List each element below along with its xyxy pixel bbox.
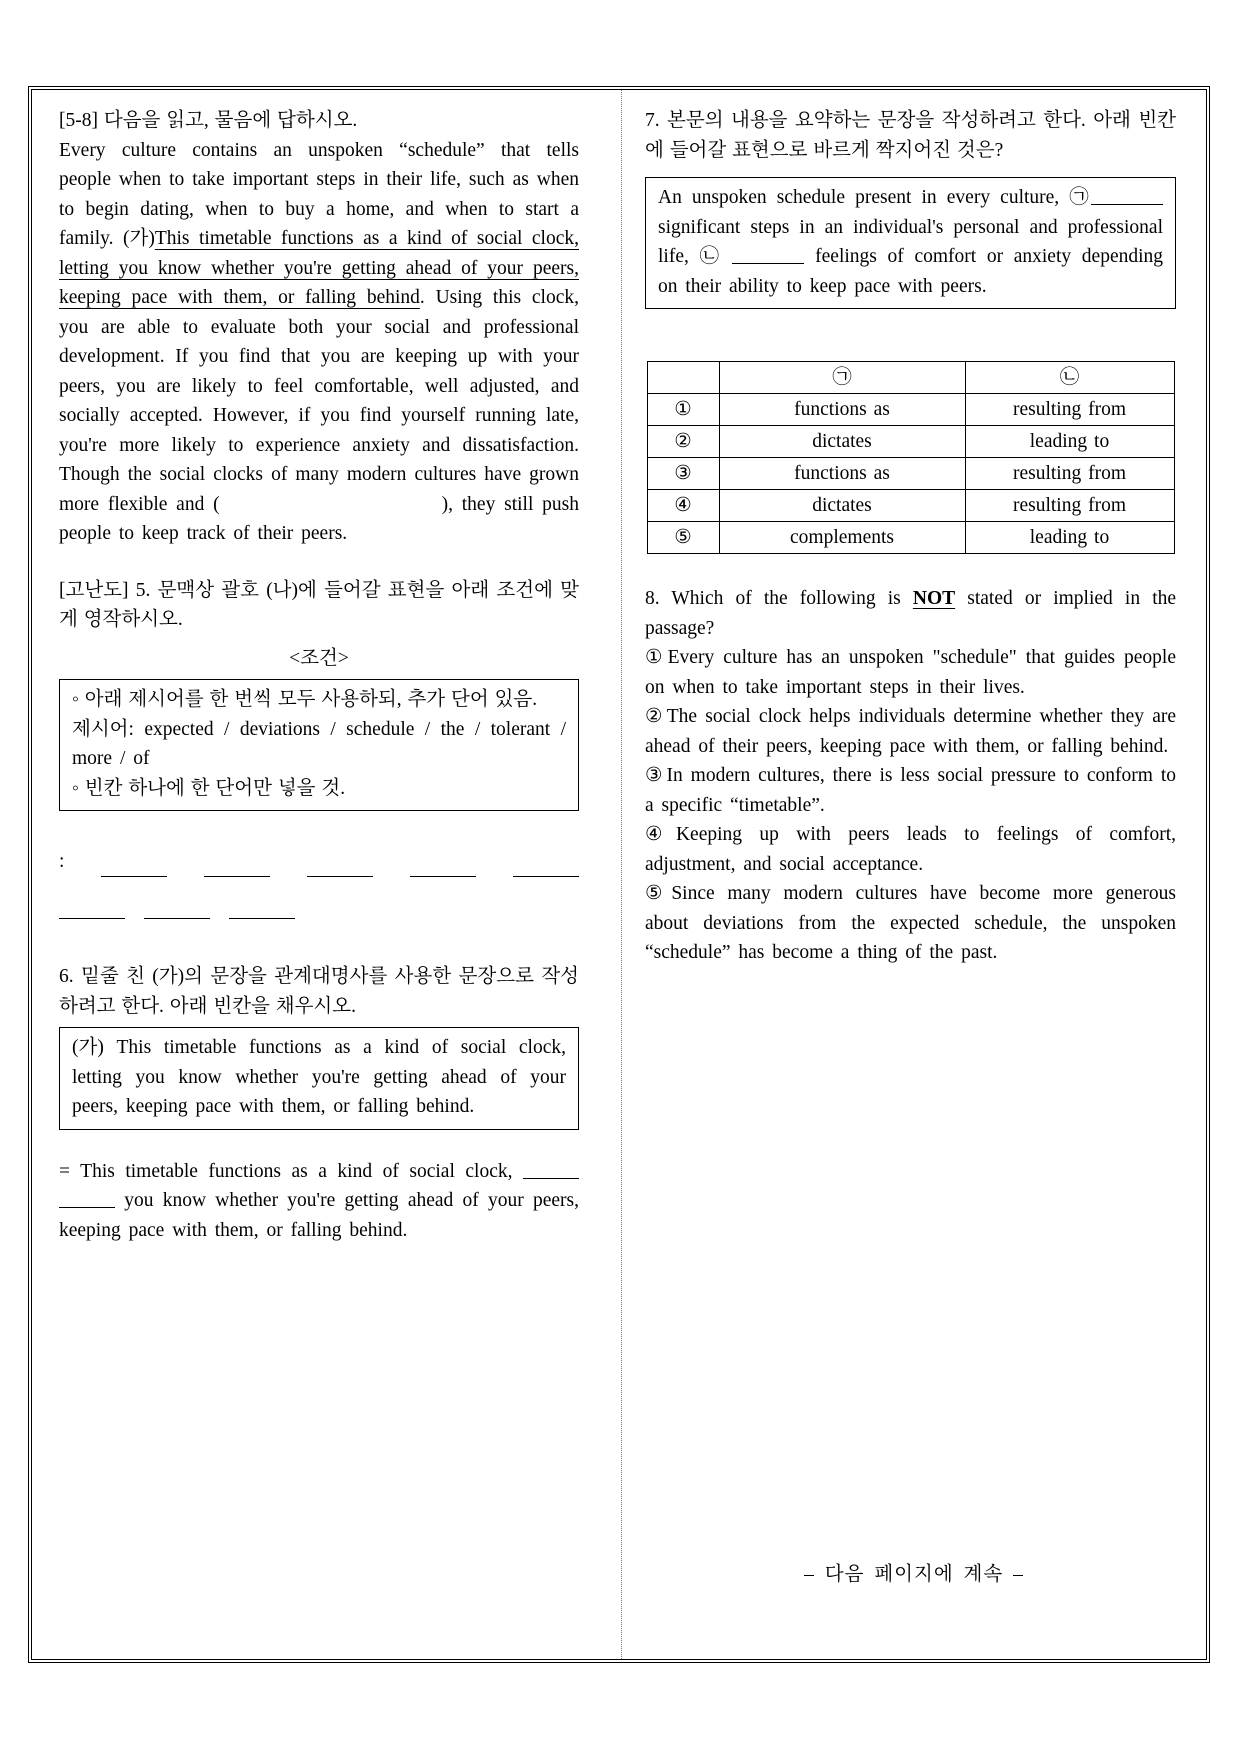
question-6-source-text: (가) This timetable functions as a kind of social clock, letting you know whether you're getting ahead of your peers, keeping pace with them, or falling behind. [72, 1037, 566, 1117]
option-number: ① [645, 647, 664, 668]
condition-line-3: ◦ 빈칸 하나에 한 단어만 넣을 것. [72, 777, 346, 799]
condition-box [59, 679, 579, 811]
answer-blank [307, 859, 373, 877]
table-header-a: ㉠ [719, 362, 965, 394]
option-text: Since many modern cultures have become more generous about deviations from the expected schedule, the unspoken “schedule” has become a thing of the past. [645, 883, 1177, 963]
option-text: In modern cultures, there is less social pressure to conform to a specific “timetable”. [645, 765, 1177, 816]
rewrite-post: you know whether you're getting ahead of your peers, keeping pace with them, or falling behind. [59, 1190, 579, 1241]
choice-b: leading to [965, 522, 1174, 554]
choice-a: functions as [719, 394, 965, 426]
option-number: ② [645, 706, 663, 727]
choice-a: functions as [719, 458, 965, 490]
summary-blank-2 [732, 246, 804, 264]
choice-number: ② [647, 426, 719, 458]
table-row [647, 394, 1174, 426]
table-row [647, 490, 1174, 522]
q8-option-2 [645, 702, 1176, 761]
choice-number: ⑤ [647, 522, 719, 554]
left-column [32, 90, 621, 1659]
passage-underlined-sentence: This timetable functions as a kind of social clock, letting you know whether you're getting ahead of your peers, keeping pace with them, or falling behind [59, 228, 579, 308]
passage-mid: . Using this clock, you are able to evaluate both your social and professional development. If you find that you are keeping up with your peers, you are likely to feel comfortable, well adjusted, and socially accepted. However, if you find yourself running late, you're more likely to experience anxiety and dissatisfaction. Though the social clocks of many modern cultures have grown more flexible and ( [59, 287, 579, 515]
table-row [647, 522, 1174, 554]
choice-a: dictates [719, 490, 965, 522]
answer-blank [410, 859, 476, 877]
answer-blank [513, 859, 579, 877]
answer-choice-table [647, 361, 1175, 554]
passage-post: ), they still push people to keep track of their peers. [59, 493, 579, 544]
question-6-prompt: 6. 밑줄 친 (가)의 문장을 관계대명사를 사용한 문장으로 작성하려고 한다. 아래 빈칸을 채우시오. [59, 966, 579, 1017]
choice-b: resulting from [965, 394, 1174, 426]
option-text: Every culture has an unspoken "schedule" that guides people on when to take important steps in their lives. [645, 647, 1176, 698]
answer-prefix: : [59, 851, 65, 872]
q8-option-4 [645, 820, 1176, 879]
choice-b: resulting from [965, 490, 1174, 522]
option-number: ④ [645, 824, 672, 845]
option-text: Keeping up with peers leads to feelings of comfort, adjustment, and social acceptance. [645, 824, 1176, 875]
option-text: The social clock helps individuals determine whether they are ahead of their peers, keeping pace with them, or falling behind. [645, 706, 1176, 757]
summary-text [658, 183, 1163, 301]
choice-number: ④ [647, 490, 719, 522]
ga-label: (가) [123, 228, 155, 249]
rewrite-pre: = This timetable functions as a kind of social clock, [59, 1160, 513, 1182]
passage-paren-blank [220, 508, 442, 510]
q8-option-1 [645, 643, 1176, 702]
question-8 [645, 584, 1176, 968]
question-7-prompt: 7. 본문의 내용을 요약하는 문장을 작성하려고 한다. 아래 빈칸에 들어갈 표현으로 바르게 짝지어진 것은? [645, 110, 1176, 161]
q8-prompt-post: stated or implied in the passage? [645, 588, 1177, 639]
answer-blank [144, 901, 210, 919]
question-6-rewrite [59, 1157, 579, 1246]
answer-blank [229, 901, 295, 919]
choice-b: resulting from [965, 458, 1174, 490]
right-column [621, 90, 1206, 1659]
table-header-b: ㉡ [965, 362, 1174, 394]
question-5-prompt: [고난도] 5. 문맥상 괄호 (나)에 들어갈 표현을 아래 조건에 맞게 영작하시오. [59, 579, 579, 630]
table-row [647, 426, 1174, 458]
summary-part-3: feelings of comfort or anxiety depending on their ability to keep pace with peers. [658, 246, 1164, 297]
table-header-row [647, 362, 1174, 394]
choice-number: ③ [647, 458, 719, 490]
answer-blank [59, 901, 125, 919]
choice-b: leading to [965, 426, 1174, 458]
section-header: [5-8] 다음을 읽고, 물음에 답하시오. [59, 110, 358, 131]
q8-option-5 [645, 879, 1176, 968]
summary-part-2: significant steps in an individual's personal and professional life, ㉡ [658, 216, 1163, 267]
table-header-empty [647, 362, 719, 394]
table-row [647, 458, 1174, 490]
reading-passage [59, 136, 579, 549]
question-8-prompt [645, 584, 1176, 643]
q8-prompt-pre: 8. Which of the following is [645, 588, 901, 609]
choice-a: complements [719, 522, 965, 554]
q8-not-emphasis: NOT [912, 588, 956, 609]
q8-option-3 [645, 761, 1176, 820]
choice-number: ① [647, 394, 719, 426]
rewrite-blank [523, 1161, 579, 1179]
condition-line-2: 제시어: expected / deviations / schedule / the / tolerant / more / of [72, 718, 566, 769]
answer-blank [204, 859, 270, 877]
continue-next-page-note: – 다음 페이지에 계속 – [804, 1563, 1024, 1585]
answer-blank [101, 859, 167, 877]
summary-part-1: An unspoken schedule present in every culture, ㉠ [658, 187, 1091, 208]
summary-box [645, 177, 1176, 309]
passage-pre: Every culture contains an unspoken “schedule” that tells people when to take important steps in their life, such as when to begin dating, when to buy a home, and when to start a family. [59, 139, 579, 249]
answer-line-1 [59, 847, 579, 877]
choice-a: dictates [719, 426, 965, 458]
condition-line-1: ◦ 아래 제시어를 한 번씩 모두 사용하되, 추가 단어 있음. [72, 689, 538, 710]
summary-blank-1 [1091, 187, 1163, 205]
page-frame-inner [31, 89, 1207, 1660]
question-6-source-box [59, 1027, 579, 1130]
option-number: ③ [645, 765, 663, 786]
option-number: ⑤ [645, 883, 668, 904]
answer-line-2 [59, 897, 579, 927]
condition-title: <조건> [289, 647, 349, 669]
rewrite-blank [59, 1190, 115, 1208]
page-frame [28, 86, 1210, 1663]
